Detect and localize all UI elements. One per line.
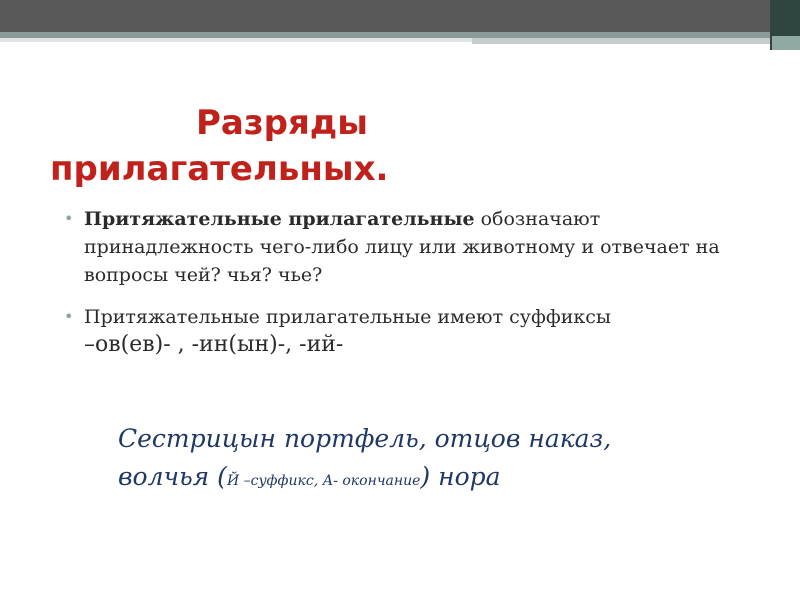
example-note: Й –суффикс, А- окончание (226, 473, 421, 489)
bullet-text: обозначают принадлежность чего-либо лицу или животному и отвечает на вопросы чей? чья? чье? (84, 208, 720, 286)
bullet-bold-text: Притяжательные прилагательные (84, 208, 475, 230)
title-dot: . (375, 149, 389, 189)
title-line-2 (50, 146, 650, 192)
corner-block-accent (772, 36, 800, 50)
title-line-1: Разряды (196, 103, 368, 143)
example-line-1: Сестрицын портфель, отцов наказ, (118, 424, 612, 453)
bullet-list (64, 205, 754, 373)
title-line-2-text: прилагательных (50, 149, 376, 189)
example-line-2-start: волчья ( (118, 462, 227, 491)
example-line-2-end: ) нора (420, 462, 501, 491)
header-bar (0, 0, 800, 32)
bullet-marker-icon: • (64, 307, 74, 326)
suffix-list: –ов(ев)- , -ин(ын)-, -ий- (84, 332, 344, 357)
bullet-item (64, 205, 754, 289)
bullet-item (64, 303, 754, 359)
header-tab-shade (472, 38, 770, 44)
slide-title (50, 100, 650, 192)
example-block (118, 420, 758, 500)
bullet-text: Притяжательные прилагательные имеют суффиксы (84, 306, 611, 328)
bullet-marker-icon: • (64, 209, 74, 228)
